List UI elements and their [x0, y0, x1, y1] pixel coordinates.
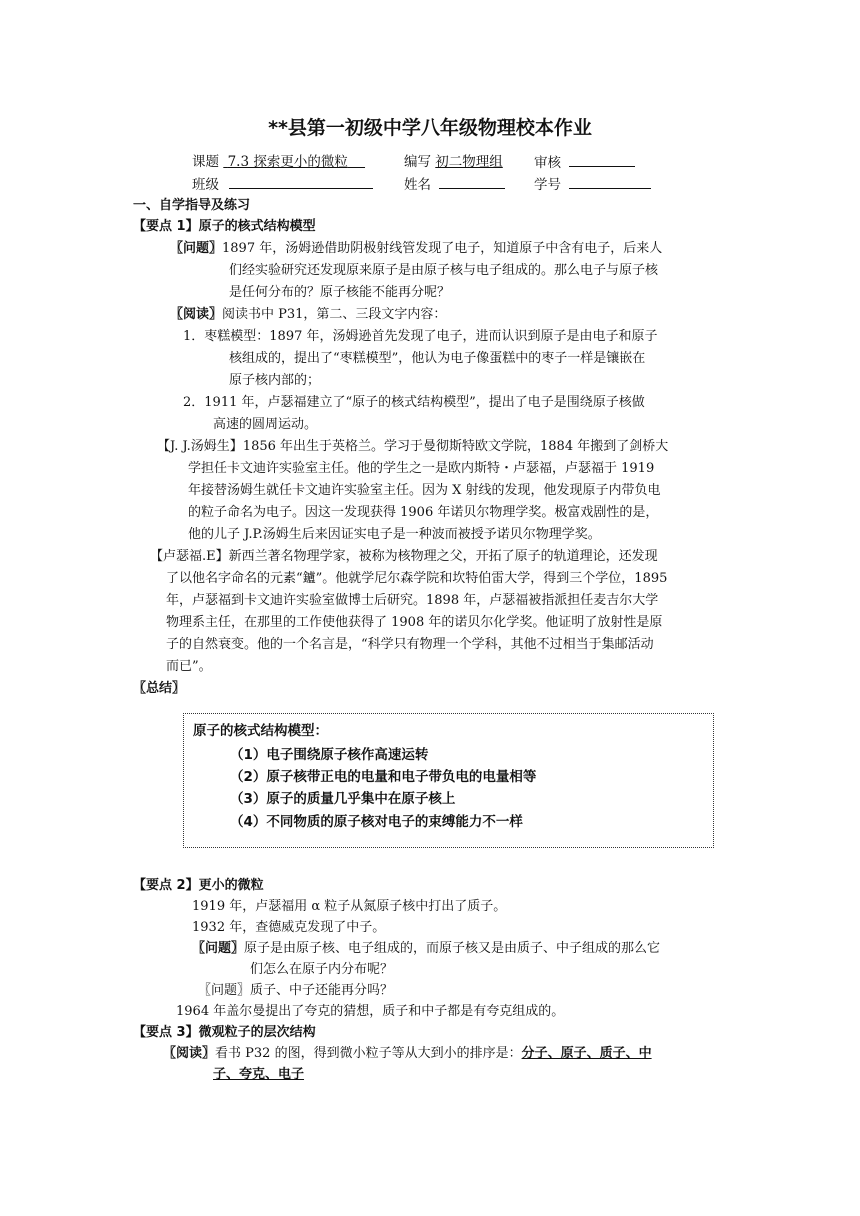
question-label: 〖问题〗: [170, 241, 223, 256]
thomson-line3: 年接替汤姆生就任卡文迪许实验室主任。因为 X 射线的发现，他发现原子内带负电: [188, 483, 661, 498]
rutherford-line1: 【卢瑟福.E】新西兰著名物理学家，被称为核物理之父，开拓了原子的轨道理论，还发现: [150, 549, 658, 564]
point1-heading: 【要点 1】原子的核式结构模型: [133, 219, 316, 234]
rutherford-line3: 年，卢瑟福到卡文迪许实验室做博士后研究。1898 年，卢瑟福被指派担任麦吉尔大学: [166, 593, 659, 608]
point2-question-line2: 们怎么在原子内分布呢？: [250, 962, 394, 977]
q1-line3: 是任何分布的？原子核能不能再分呢？: [229, 285, 451, 300]
read-line: 〖阅读〗阅读书中 P31，第二、三段文字内容：: [170, 307, 447, 322]
item1-line2: 核组成的，提出了“枣糕模型”，他认为电子像蛋糕中的枣子一样是镶嵌在: [229, 351, 646, 366]
thomson-line2: 学担任卡文迪许实验室主任。他的学生之一是欧内斯特・卢瑟福，卢瑟福于 1919: [188, 461, 655, 476]
name-label: 姓名: [404, 177, 431, 193]
id-row: [534, 173, 651, 196]
class-blank[interactable]: [229, 173, 373, 189]
answer-line2: 子、夸克、电子: [213, 1067, 305, 1082]
summary-item-4: （4）不同物质的原子核对电子的束缚能力不一样: [230, 814, 523, 830]
point2-line3: 1964 年盖尔曼提出了夸克的猜想，质子和中子都是有夸克组成的。: [176, 1004, 565, 1019]
rutherford-line2: 了以他名字命名的元素“鑪”。他就学尼尔森学院和坎特伯雷大学，得到三个学位，1895: [166, 571, 668, 586]
item2-line2: 高速的圆周运动。: [213, 417, 318, 432]
item1-line1: 1．枣糕模型：1897 年，汤姆逊首先发现了电子，进而认识到原子是由电子和原子: [183, 329, 658, 344]
class-row: [192, 173, 373, 196]
summary-title: 原子的核式结构模型：: [193, 723, 328, 739]
id-label: 学号: [534, 177, 561, 193]
point3-heading: 【要点 3】微观粒子的层次结构: [133, 1025, 316, 1040]
rutherford-line5: 子的自然衰变。他的一个名言是，“科学只有物理一个学科，其他不过相当于集邮活动: [166, 637, 654, 652]
thomson-line5: 他的儿子 J.P.汤姆生后来因证实电子是一种波而被授予诺贝尔物理学奖。: [188, 527, 601, 542]
author-row: [404, 151, 503, 173]
thomson-line4: 的粒子命名为电子。因这一发现获得 1906 年诺贝尔物理学奖。极富戏剧性的是，: [188, 505, 659, 520]
point2-question: 〖问题〗原子是由原子核、电子组成的，而原子核又是由质子、中子组成的那么它: [192, 941, 661, 956]
q1-line1: 〖问题〗1897 年，汤姆逊借助阴极射线管发现了电子，知道原子中含有电子，后来人: [170, 241, 663, 256]
point2-line2: 1932 年，查德威克发现了中子。: [192, 920, 386, 935]
rutherford-line6: 而已”。: [166, 659, 212, 674]
point2-heading: 【要点 2】更小的微粒: [133, 878, 264, 893]
question-label: 〖问题〗: [192, 941, 245, 956]
class-label: 班级: [192, 177, 219, 193]
point2-line1: 1919 年，卢瑟福用 α 粒子从氮原子核中打出了质子。: [192, 899, 507, 914]
q1-line2: 们经实验研究还发现原来原子是由原子核与电子组成的。那么电子与原子核: [229, 263, 659, 278]
answer-line1: 分子、原子、质子、中: [521, 1046, 652, 1061]
name-row: [404, 173, 505, 196]
summary-item-3: （3）原子的质量几乎集中在原子核上: [230, 791, 456, 807]
page-title: **县第一初级中学八年级物理校本作业: [268, 117, 592, 139]
id-blank[interactable]: [569, 173, 651, 189]
item1-line3: 原子核内部的；: [229, 373, 321, 388]
author-value: 初二物理组: [435, 154, 503, 170]
point3-read: 〖阅读〗看书 P32 的图，得到微小粒子等从大到小的排序是：分子、原子、质子、中: [163, 1046, 652, 1061]
summary-item-1: （1）电子围绕原子核作高速运转: [230, 747, 429, 763]
name-blank[interactable]: [439, 173, 505, 189]
rutherford-line4: 物理系主任，在那里的工作使他获得了 1908 年的诺贝尔化学奖。他证明了放射性是原: [166, 615, 663, 630]
section-heading: 一、自学指导及练习: [133, 198, 251, 213]
review-blank[interactable]: [569, 151, 635, 167]
author-label: 编写: [404, 154, 431, 170]
read-label: 〖阅读〗: [170, 307, 223, 322]
topic-label: 课题: [192, 154, 219, 170]
point2-question2: 〖问题〗质子、中子还能再分吗？: [198, 983, 394, 998]
thomson-line1: 【J. J.汤姆生】1856 年出生于英格兰。学习于曼彻斯特欧文学院，1884 年搬到了剑桥大: [157, 439, 669, 454]
summary-label: 〖总结〗: [133, 681, 186, 696]
review-row: [534, 151, 635, 174]
review-label: 审核: [534, 155, 561, 171]
topic-value: 7.3 探索更小的微粒: [227, 154, 348, 170]
summary-item-2: （2）原子核带正电的电量和电子带负电的电量相等: [230, 769, 537, 785]
item2-line1: 2．1911 年，卢瑟福建立了“原子的核式结构模型”，提出了电子是围绕原子核做: [183, 395, 645, 410]
topic-row: [192, 151, 365, 173]
read-label: 〖阅读〗: [163, 1046, 216, 1061]
